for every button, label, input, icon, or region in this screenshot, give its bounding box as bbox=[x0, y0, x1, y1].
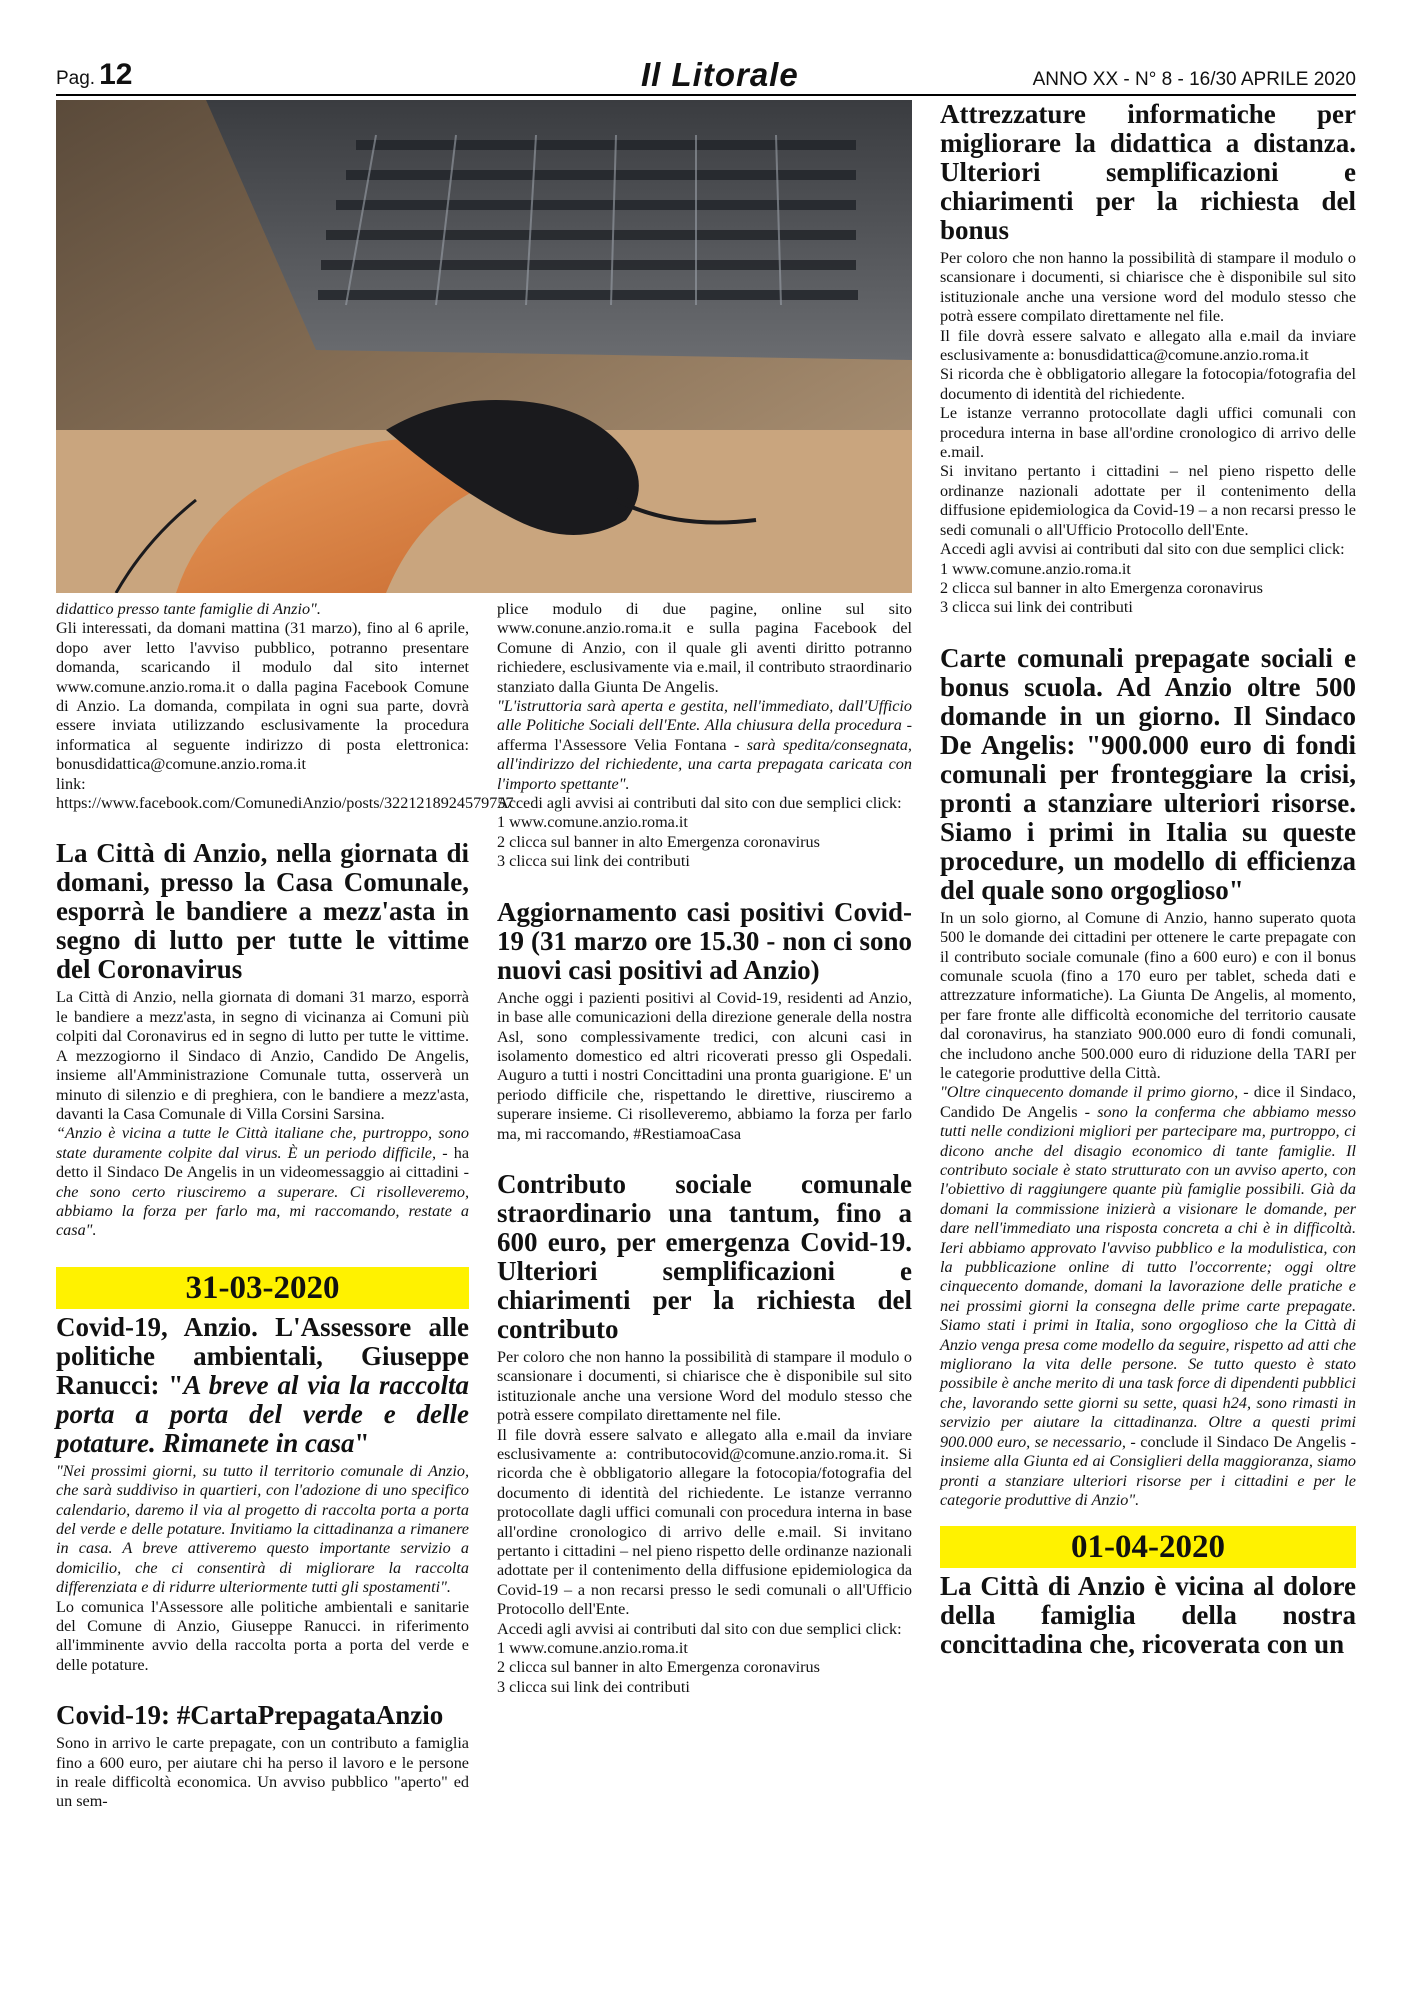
list-item: 2 clicca sul banner in alto Emergenza coronavirus bbox=[497, 1658, 820, 1677]
page-header bbox=[56, 58, 1356, 96]
page-number: Pag. 12 bbox=[56, 58, 133, 91]
article-text: Accedi agli avvisi ai contributi dal sito con due semplici click: bbox=[940, 540, 1345, 559]
article-text: Per coloro che non hanno la possibilità di stampare il modulo o scansionare i documenti, si chiarisce che è disponibile sul sito istituzionale anche una versione word del modulo stesso che potrà essere compilato direttamente nel file. bbox=[940, 249, 1356, 326]
article-text: Gli interessati, da domani mattina (31 marzo), fino al 6 aprile, dopo aver letto l'avviso pubblico, potranno presentare domanda, scaricando il modulo dal sito internet www.comune.anzio.roma.it o dalla pagina Facebook Comune di Anzio. La domanda, compilata in ogni sua parte, dovrà essere inviata utilizzando esclusivamente la procedura informatica al seguente indirizzo di posta elettronica: bonusdidattica@comune.anzio.roma.it bbox=[56, 619, 469, 774]
article-headline: Carte comunali prepagate sociali e bonus scuola. Ad Anzio oltre 500 domande in un giorno. Il Sindaco De Angelis: "900.000 euro di fondi comunali per fronteggiare la crisi, pronti a stanziare ulteriori risorse. Siamo i primi in Italia su queste procedure, un modello di efficienza del quale sono orgoglioso" bbox=[940, 642, 1356, 905]
article-headline: Covid-19, Anzio. L'Assessore alle politiche ambientali, Giuseppe Ranucci: "A breve al via la raccolta porta a porta del verde e delle potature. Rimanete in casa" bbox=[56, 1311, 469, 1458]
list-item: 1 www.comune.anzio.roma.it bbox=[497, 813, 688, 832]
article-headline: Covid-19: #CartaPrepagataAnzio bbox=[56, 1700, 444, 1731]
list-item: 1 www.comune.anzio.roma.it bbox=[940, 559, 1131, 578]
article-headline: Contributo sociale comunale straordinario una tantum, fino a 600 euro, per emergenza Covid-19. Ulteriori semplificazioni e chiarimenti per la richiesta del contributo bbox=[497, 1168, 912, 1344]
list-item: 1 www.comune.anzio.roma.it bbox=[497, 1639, 688, 1658]
issue-info: ANNO XX - N° 8 - 16/30 APRILE 2020 bbox=[1032, 69, 1356, 90]
photo-hand-mouse-laptop bbox=[56, 100, 912, 593]
list-item: 2 clicca sul banner in alto Emergenza coronavirus bbox=[940, 578, 1263, 597]
article-text: La Città di Anzio, nella giornata di domani 31 marzo, esporrà le bandiere a mezz'asta, in segno di vicinanza ai Comuni più colpiti dal Coronavirus ed in segno di lutto per tutte le vittime. A mezzogiorno il Sindaco di Anzio, Candido De Angelis, insieme all'Amministrazione Comunale tutta, osserverà un minuto di silenzio e di preghiera, con le bandiere a mezz'asta, davanti la Casa Comunale di Villa Corsini Sarsina. bbox=[56, 988, 469, 1123]
article-text: Per coloro che non hanno la possibilità di stampare il modulo o scansionare i documenti, si chiarisce che è disponibile sul sito istituzionale anche una versione Word del modulo stesso che potrà essere compilato direttamente nel file. bbox=[497, 1347, 912, 1425]
article-text: Sono in arrivo le carte prepagate, con un contributo a famiglia fino a 600 euro, per aiutare chi ha perso il lavoro e le persone in reale difficoltà economica. Un avviso pubblico "aperto" ed un sem- bbox=[56, 1734, 469, 1811]
article-text: Anche oggi i pazienti positivi al Covid-19, residenti ad Anzio, in base alle comunicazioni della direzione generale della nostra Asl, sono complessivamente tredici, con alcuni casi in isolamento domestico ed altri ricoverati presso gli Ospedali. Auguro a tutti i nostri Concittadini una pronta guarigione. E' un periodo difficile che, rispettando le direttive, riusciremo a superare insieme. Ci risolleveremo, abbiamo la forza per farlo ma, mi raccomando, #RestiamoaCasa bbox=[497, 988, 912, 1143]
list-item: 2 clicca sul banner in alto Emergenza coronavirus bbox=[497, 832, 820, 851]
article-text: Accedi agli avvisi ai contributi dal sito con due semplici click: bbox=[497, 794, 902, 813]
article-quote: “Anzio è vicina a tutte le Città italiane che, purtroppo, sono state duramente colpite dal virus. È un periodo difficile, - ha detto il Sindaco De Angelis in un videomessaggio ai cittadini - che sono certo riusciremo a superare. Ci risolleveremo, abbiamo la forza per farlo ma, mi raccomando, restate a casa". bbox=[56, 1124, 470, 1240]
article-headline: La Città di Anzio è vicina al dolore della famiglia della nostra concittadina che, ricoverata con un bbox=[940, 1571, 1356, 1660]
list-item: 3 clicca sui link dei contributi bbox=[940, 598, 1133, 617]
article-headline: Aggiornamento casi positivi Covid-19 (31 marzo ore 15.30 - non ci sono nuovi casi positivi ad Anzio) bbox=[497, 896, 912, 985]
article-text: plice modulo di due pagine, online sul sito www.conune.anzio.roma.it e sulla pagina Facebook del Comune di Anzio, con il quale gli aventi diritto potranno richiedere, esclusivamente via e.mail, il contributo straordinario stanziato dalla Giunta De Angelis. bbox=[497, 600, 912, 696]
article-text: Il file dovrà essere salvato e allegato alla e.mail da inviare esclusivamente a: bonusdidattica@comune.anzio.roma.it bbox=[940, 326, 1356, 365]
column-3 bbox=[940, 100, 1356, 1663]
column-1 bbox=[56, 600, 514, 1812]
date-band: 01-04-2020 bbox=[940, 1526, 1356, 1568]
list-item: 3 clicca sui link dei contributi bbox=[497, 1677, 690, 1696]
article-quote: "Nei prossimi giorni, su tutto il territorio comunale di Anzio, che sarà suddiviso in quartieri, con l'adozione di uno specifico calendario, daremo il via al progetto di raccolta porta a porta del verde e delle potature. Invitiamo la cittadinanza a rimanere in casa. A breve attiveremo questo importante servizio a domicilio, che ci consentirà di migliorare la raccolta differenziata e di ridurre ulteriormente tutti gli spostamenti". bbox=[56, 1461, 469, 1597]
article-text: In un solo giorno, al Comune di Anzio, hanno superato quota 500 le domande dei cittadini per ottenere le carte prepagate con il contributo sociale comunale (fino a 600 euro) e con il bonus comunale scuola (fino a 170 euro per tablet, scheda dati e attrezzature informatiche). La Giunta De Angelis, al momento, per fare fronte alle difficoltà economiche del territorio causate dal coronavirus, ha stanziato 900.000 euro di fondi comunali, che includono anche 500.000 euro di riduzione della TARI per le categorie produttive della Città. bbox=[940, 908, 1356, 1082]
article-text: Si ricorda che è obbligatorio allegare la fotocopia/fotografia del documento di identità del richiedente. bbox=[940, 365, 1356, 403]
article-link: link: https://www.facebook.com/ComunediAnzio/posts/3221218924579757 bbox=[56, 774, 514, 813]
article-quote: "Oltre cinquecento domande il primo giorno, - dice il Sindaco, Candido De Angelis - sono la conferma che abbiamo messo tutti nelle condizioni migliori per partecipare ma, purtroppo, ci dicono anche del disagio economico di tante famiglie. Il contributo sociale è stato strutturato con un avviso aperto, con l'obiettivo di raggiungere quante più famiglie possibili. Già da domani la commissione inizierà a visionare le domande, per dare nell'immediato una risposta concreta a chi è in difficoltà. Ieri abbiamo approvato l'avviso pubblico e la modulistica, con la pubblicazione online di tutto l'occorrente; oggi oltre cinquecento domande, domani la lavorazione delle pratiche e nei prossimi giorni la consegna delle prime carte prepagate. Siamo stati i primi in Italia, sono orgoglioso che la Città di Anzio venga presa come modello da seguire, rispetto ad atti che migliorano la vita delle persone. Se tutto questo è stato possibile è anche merito di una task force di dipendenti pubblici che, lavorando sette giorni su sette, quasi h24, sono rimasti in servizio per aiutare la cittadinanza. Oltre a questi primi 900.000 euro, se necessario, - conclude il Sindaco De Angelis - insieme alla Giunta ed ai Consiglieri della maggioranza, siamo pronti a stanziare ulteriori risorse per i cittadini e per le categorie produttive di Anzio". bbox=[940, 1083, 1356, 1509]
article-text: Accedi agli avvisi ai contributi dal sito con due semplici click: bbox=[497, 1619, 902, 1638]
article-headline: Attrezzature informatiche per migliorare la didattica a distanza. Ulteriori semplificazioni e chiarimenti per la richiesta del bonus bbox=[940, 99, 1356, 245]
article-text: Si invitano pertanto i cittadini – nel pieno rispetto delle ordinanze nazionali adottate per il contenimento della diffusione epidemiologica da Covid-19 – a non recarsi presso le sedi comunali o all'Ufficio Protocollo dell'Ente. bbox=[940, 462, 1356, 539]
column-2 bbox=[497, 600, 912, 1697]
article-text: didattico presso tante famiglie di Anzio". bbox=[56, 600, 321, 618]
article-text: Il file dovrà essere salvato e allegato alla e.mail da inviare esclusivamente a: contributocovid@comune.anzio.roma.it. Si ricorda che è obbligatorio allegare la fotocopia/fotografia del documento di identità del richiedente. Le istanze verranno protocollate dagli uffici comunali con procedura interna in base all'ordine cronologico di arrivo delle e.mail. Si invitano pertanto i cittadini – nel pieno rispetto delle ordinanze nazionali adottate per il contenimento della diffusione epidemiologica da Covid-19 – a non recarsi presso le sedi comunali o all'Ufficio Protocollo dell'Ente. bbox=[497, 1425, 912, 1619]
article-quote: "L'istruttoria sarà aperta e gestita, nell'immediato, dall'Ufficio alle Politiche Sociali dell'Ente. Alla chiusura della procedura - afferma l'Assessore Velia Fontana - sarà spedita/consegnata, all'indirizzo del richiedente, una carta prepagata caricata con l'importo spettante". bbox=[497, 697, 913, 793]
article-text: Le istanze verranno protocollate dagli uffici comunali con procedura interna in base all'ordine cronologico di arrivo delle e.mail. bbox=[940, 404, 1356, 462]
list-item: 3 clicca sui link dei contributi bbox=[497, 852, 690, 871]
article-text: Lo comunica l'Assessore alle politiche ambientali e sanitarie del Comune di Anzio, Giuseppe Ranucci. in riferimento all'imminente avvio della raccolta porta a porta del verde e delle potature. bbox=[56, 1597, 469, 1674]
article-photo bbox=[56, 100, 912, 593]
masthead: Il Litorale bbox=[641, 56, 799, 93]
article-headline: La Città di Anzio, nella giornata di domani, presso la Casa Comunale, esporrà le bandiere a mezz'asta in segno di lutto per tutte le vittime del Coronavirus bbox=[56, 838, 469, 985]
date-band: 31-03-2020 bbox=[56, 1267, 469, 1309]
